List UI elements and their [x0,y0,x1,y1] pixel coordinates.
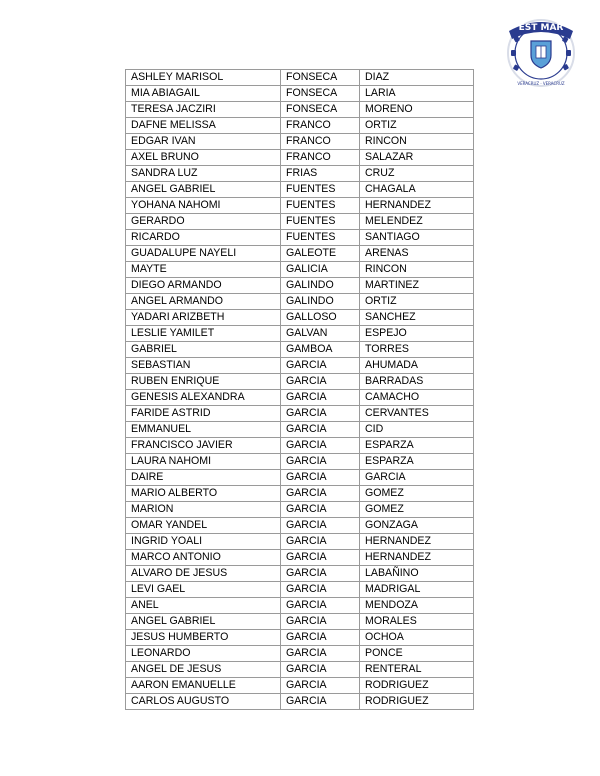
table-row [126,630,474,646]
first-surname-cell: GARCIA [281,646,360,662]
second-surname-cell: MARTINEZ [360,278,474,294]
table-row [126,70,474,86]
given-name-cell: LAURA NAHOMI [126,454,281,470]
second-surname-cell: MELENDEZ [360,214,474,230]
given-name-cell: CARLOS AUGUSTO [126,694,281,710]
given-name-cell: GABRIEL [126,342,281,358]
given-name-cell: LEONARDO [126,646,281,662]
second-surname-cell: MENDOZA [360,598,474,614]
given-name-cell: SEBASTIAN [126,358,281,374]
table-row [126,214,474,230]
first-surname-cell: GALICIA [281,262,360,278]
second-surname-cell: OCHOA [360,630,474,646]
given-name-cell: MARIO ALBERTO [126,486,281,502]
second-surname-cell: GONZAGA [360,518,474,534]
first-surname-cell: GARCIA [281,662,360,678]
given-name-cell: AXEL BRUNO [126,150,281,166]
table-row [126,470,474,486]
table-row [126,278,474,294]
second-surname-cell: MADRIGAL [360,582,474,598]
second-surname-cell: GOMEZ [360,502,474,518]
table-row [126,422,474,438]
given-name-cell: ANEL [126,598,281,614]
first-surname-cell: GARCIA [281,598,360,614]
table-row [126,598,474,614]
first-surname-cell: GALINDO [281,278,360,294]
second-surname-cell: CID [360,422,474,438]
first-surname-cell: GALEOTE [281,246,360,262]
table-row [126,486,474,502]
second-surname-cell: CRUZ [360,166,474,182]
second-surname-cell: ESPARZA [360,438,474,454]
second-surname-cell: RODRIGUEZ [360,694,474,710]
second-surname-cell: CAMACHO [360,390,474,406]
second-surname-cell: RENTERAL [360,662,474,678]
second-surname-cell: LARIA [360,86,474,102]
first-surname-cell: GAMBOA [281,342,360,358]
table-row [126,566,474,582]
first-surname-cell: FUENTES [281,214,360,230]
given-name-cell: RUBEN ENRIQUE [126,374,281,390]
table-row [126,134,474,150]
second-surname-cell: RINCON [360,262,474,278]
table-row [126,694,474,710]
table-row [126,326,474,342]
second-surname-cell: GARCIA [360,470,474,486]
given-name-cell: AARON EMANUELLE [126,678,281,694]
table-row [126,550,474,566]
table-row [126,294,474,310]
table-row [126,614,474,630]
first-surname-cell: FUENTES [281,198,360,214]
given-name-cell: ANGEL GABRIEL [126,614,281,630]
table-row [126,534,474,550]
table-row [126,262,474,278]
first-surname-cell: GARCIA [281,374,360,390]
first-surname-cell: GARCIA [281,534,360,550]
given-name-cell: ALVARO DE JESUS [126,566,281,582]
given-name-cell: OMAR YANDEL [126,518,281,534]
given-name-cell: ANGEL DE JESUS [126,662,281,678]
first-surname-cell: FONSECA [281,102,360,118]
table-row [126,390,474,406]
first-surname-cell: FONSECA [281,70,360,86]
given-name-cell: EDGAR IVAN [126,134,281,150]
table-row [126,646,474,662]
given-name-cell: SANDRA LUZ [126,166,281,182]
table-row [126,102,474,118]
given-name-cell: EMMANUEL [126,422,281,438]
first-surname-cell: GARCIA [281,470,360,486]
second-surname-cell: ESPEJO [360,326,474,342]
first-surname-cell: GALINDO [281,294,360,310]
given-name-cell: DIEGO ARMANDO [126,278,281,294]
table-row [126,230,474,246]
second-surname-cell: SANTIAGO [360,230,474,246]
second-surname-cell: CHAGALA [360,182,474,198]
given-name-cell: FRANCISCO JAVIER [126,438,281,454]
table-row [126,86,474,102]
table-row [126,342,474,358]
given-name-cell: ANGEL GABRIEL [126,182,281,198]
table-row [126,246,474,262]
second-surname-cell: CERVANTES [360,406,474,422]
table-row [126,182,474,198]
first-surname-cell: GALVAN [281,326,360,342]
second-surname-cell: SALAZAR [360,150,474,166]
table-row [126,374,474,390]
logo-subtitle: VERACRUZ · VERACRUZ [517,81,565,86]
first-surname-cell: FUENTES [281,230,360,246]
given-name-cell: MARCO ANTONIO [126,550,281,566]
table-row [126,118,474,134]
second-surname-cell: ORTIZ [360,294,474,310]
second-surname-cell: DIAZ [360,70,474,86]
second-surname-cell: HERNANDEZ [360,534,474,550]
given-name-cell: GUADALUPE NAYELI [126,246,281,262]
given-name-cell: DAIRE [126,470,281,486]
second-surname-cell: RINCON [360,134,474,150]
first-surname-cell: GARCIA [281,502,360,518]
first-surname-cell: GALLOSO [281,310,360,326]
first-surname-cell: GARCIA [281,582,360,598]
second-surname-cell: ESPARZA [360,454,474,470]
given-name-cell: LEVI GAEL [126,582,281,598]
first-surname-cell: GARCIA [281,678,360,694]
first-surname-cell: GARCIA [281,390,360,406]
table-row [126,150,474,166]
first-surname-cell: FRIAS [281,166,360,182]
second-surname-cell: LABAÑINO [360,566,474,582]
first-surname-cell: GARCIA [281,406,360,422]
table-row [126,454,474,470]
given-name-cell: YOHANA NAHOMI [126,198,281,214]
given-name-cell: JESUS HUMBERTO [126,630,281,646]
second-surname-cell: PONCE [360,646,474,662]
table-row [126,662,474,678]
table-row [126,166,474,182]
table-row [126,198,474,214]
second-surname-cell: ORTIZ [360,118,474,134]
first-surname-cell: FRANCO [281,150,360,166]
given-name-cell: MIA ABIAGAIL [126,86,281,102]
first-surname-cell: FONSECA [281,86,360,102]
first-surname-cell: GARCIA [281,422,360,438]
table-row [126,502,474,518]
table-row [126,582,474,598]
second-surname-cell: HERNANDEZ [360,550,474,566]
first-surname-cell: GARCIA [281,614,360,630]
second-surname-cell: GOMEZ [360,486,474,502]
first-surname-cell: GARCIA [281,518,360,534]
school-logo [503,13,579,89]
given-name-cell: LESLIE YAMILET [126,326,281,342]
second-surname-cell: MORALES [360,614,474,630]
given-name-cell: YADARI ARIZBETH [126,310,281,326]
given-name-cell: ANGEL ARMANDO [126,294,281,310]
first-surname-cell: GARCIA [281,486,360,502]
first-surname-cell: GARCIA [281,454,360,470]
given-name-cell: DAFNE MELISSA [126,118,281,134]
second-surname-cell: HERNANDEZ [360,198,474,214]
second-surname-cell: AHUMADA [360,358,474,374]
second-surname-cell: TORRES [360,342,474,358]
table-row [126,310,474,326]
table-row [126,678,474,694]
second-surname-cell: ARENAS [360,246,474,262]
first-surname-cell: GARCIA [281,438,360,454]
logo-name: EST MAR [518,23,564,33]
first-surname-cell: GARCIA [281,550,360,566]
second-surname-cell: BARRADAS [360,374,474,390]
given-name-cell: MAYTE [126,262,281,278]
given-name-cell: FARIDE ASTRID [126,406,281,422]
table-row [126,518,474,534]
first-surname-cell: GARCIA [281,358,360,374]
first-surname-cell: FUENTES [281,182,360,198]
table-row [126,358,474,374]
second-surname-cell: MORENO [360,102,474,118]
first-surname-cell: FRANCO [281,118,360,134]
given-name-cell: TERESA JACZIRI [126,102,281,118]
first-surname-cell: GARCIA [281,694,360,710]
student-roster-table [125,69,474,710]
first-surname-cell: FRANCO [281,134,360,150]
given-name-cell: GERARDO [126,214,281,230]
table-row [126,406,474,422]
second-surname-cell: SANCHEZ [360,310,474,326]
second-surname-cell: RODRIGUEZ [360,678,474,694]
table-row [126,438,474,454]
first-surname-cell: GARCIA [281,566,360,582]
given-name-cell: ASHLEY MARISOL [126,70,281,86]
given-name-cell: RICARDO [126,230,281,246]
roster-body [126,70,474,710]
given-name-cell: INGRID YOALI [126,534,281,550]
given-name-cell: MARION [126,502,281,518]
given-name-cell: GENESIS ALEXANDRA [126,390,281,406]
first-surname-cell: GARCIA [281,630,360,646]
